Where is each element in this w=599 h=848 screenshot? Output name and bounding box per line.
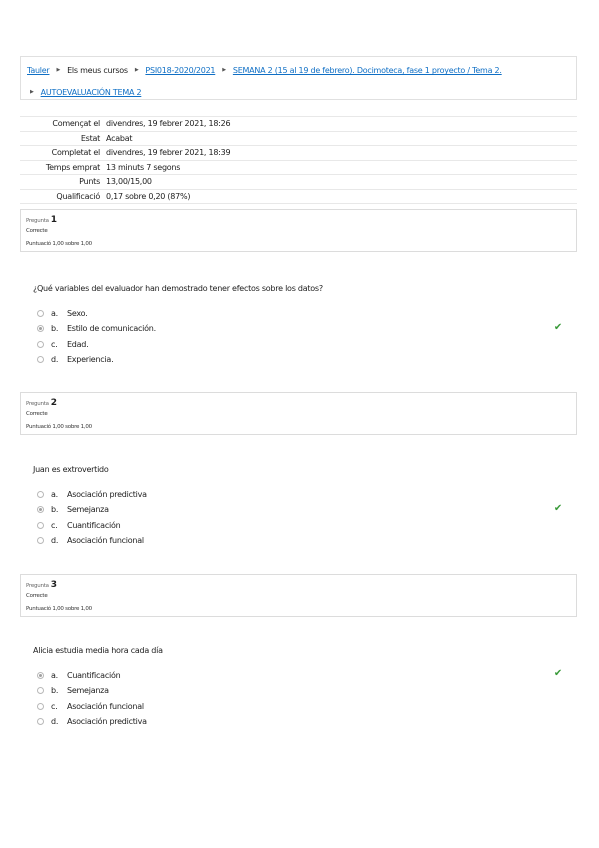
radio-selected-icon <box>37 325 44 332</box>
answer-option[interactable]: d. Experiencia. <box>37 352 577 367</box>
answer-option[interactable]: c. Cuantificación <box>37 518 577 533</box>
summary-value: divendres, 19 febrer 2021, 18:39 <box>106 146 577 161</box>
breadcrumb-line-2 <box>27 86 570 100</box>
summary-value: 13 minuts 7 segons <box>106 160 577 175</box>
answer-option[interactable]: d. Asociación predictiva <box>37 714 577 729</box>
question-state: Correcte <box>26 593 48 599</box>
summary-label: Punts <box>20 175 106 190</box>
radio-icon <box>37 356 44 363</box>
question-1-info <box>20 209 577 252</box>
summary-label: Completat el <box>20 146 106 161</box>
summary-value: 0,17 sobre 0,20 (87%) <box>106 189 577 204</box>
question-grade: Puntuació 1,00 sobre 1,00 <box>26 606 92 612</box>
radio-icon <box>37 703 44 710</box>
question-grade: Puntuació 1,00 sobre 1,00 <box>26 241 92 247</box>
summary-value: 13,00/15,00 <box>106 175 577 190</box>
question-2-text: Juan es extrovertido <box>33 465 109 474</box>
summary-row-grade <box>20 189 577 204</box>
breadcrumb-course-link[interactable]: PSI018-2020/2021 <box>145 66 216 76</box>
breadcrumb <box>20 56 577 100</box>
breadcrumb-dashboard-link[interactable]: Tauler <box>27 66 50 76</box>
answer-option-selected[interactable]: b. Semejanza <box>37 502 577 517</box>
summary-row-started <box>20 117 577 132</box>
answer-option[interactable]: a. Sexo. <box>37 306 577 321</box>
breadcrumb-separator-icon: ▶ <box>30 89 34 96</box>
summary-label: Començat el <box>20 117 106 132</box>
summary-label: Temps emprat <box>20 160 106 175</box>
question-3-text: Alicia estudia media hora cada día <box>33 646 163 655</box>
question-1-answers <box>37 306 577 367</box>
radio-selected-icon <box>37 506 44 513</box>
radio-icon <box>37 341 44 348</box>
summary-label: Estat <box>20 131 106 146</box>
correct-check-icon: ✔ <box>553 503 562 514</box>
answer-option[interactable]: c. Edad. <box>37 337 577 352</box>
summary-value: divendres, 19 febrer 2021, 18:26 <box>106 117 577 132</box>
breadcrumb-my-courses: Els meus cursos <box>67 66 128 76</box>
breadcrumb-section-link[interactable]: SEMANA 2 (15 al 19 de febrero). Docimoteca, fase 1 proyecto / Tema 2. <box>232 66 502 76</box>
question-3-info <box>20 574 577 617</box>
radio-icon <box>37 491 44 498</box>
breadcrumb-line-1 <box>27 64 570 78</box>
radio-icon <box>37 310 44 317</box>
radio-icon <box>37 687 44 694</box>
question-state: Correcte <box>26 228 48 234</box>
question-1-text: ¿Qué variables del evaluador han demostrado tener efectos sobre los datos? <box>33 284 323 293</box>
question-2-info <box>20 392 577 435</box>
summary-row-completed <box>20 146 577 161</box>
question-number: Pregunta 2 <box>26 398 57 408</box>
question-2-answers <box>37 487 577 548</box>
correct-check-icon: ✔ <box>553 322 562 333</box>
summary-row-time-taken <box>20 160 577 175</box>
answer-option[interactable]: c. Asociación funcional <box>37 699 577 714</box>
radio-icon <box>37 537 44 544</box>
question-number: Pregunta 3 <box>26 580 57 590</box>
radio-icon <box>37 522 44 529</box>
breadcrumb-separator-icon: ▶ <box>134 67 139 74</box>
answer-option[interactable]: a. Asociación predictiva <box>37 487 577 502</box>
answer-option-selected[interactable]: a. Cuantificación <box>37 668 577 683</box>
answer-option-selected[interactable]: b. Estilo de comunicación. <box>37 321 577 336</box>
breadcrumb-quiz-link[interactable]: AUTOEVALUACIÓN TEMA 2 <box>40 88 142 98</box>
radio-icon <box>37 718 44 725</box>
summary-row-state <box>20 131 577 146</box>
correct-check-icon: ✔ <box>553 668 562 679</box>
summary-value: Acabat <box>106 131 577 146</box>
answer-option[interactable]: d. Asociación funcional <box>37 533 577 548</box>
attempt-summary-table <box>20 116 577 204</box>
question-grade: Puntuació 1,00 sobre 1,00 <box>26 424 92 430</box>
breadcrumb-separator-icon: ▶ <box>222 67 226 74</box>
question-3-answers <box>37 668 577 729</box>
summary-row-marks <box>20 175 577 190</box>
question-number: Pregunta 1 <box>26 215 57 225</box>
answer-option[interactable]: b. Semejanza <box>37 683 577 698</box>
radio-selected-icon <box>37 672 44 679</box>
breadcrumb-separator-icon: ▶ <box>56 67 61 74</box>
question-state: Correcte <box>26 411 48 417</box>
summary-label: Qualificació <box>20 189 106 204</box>
